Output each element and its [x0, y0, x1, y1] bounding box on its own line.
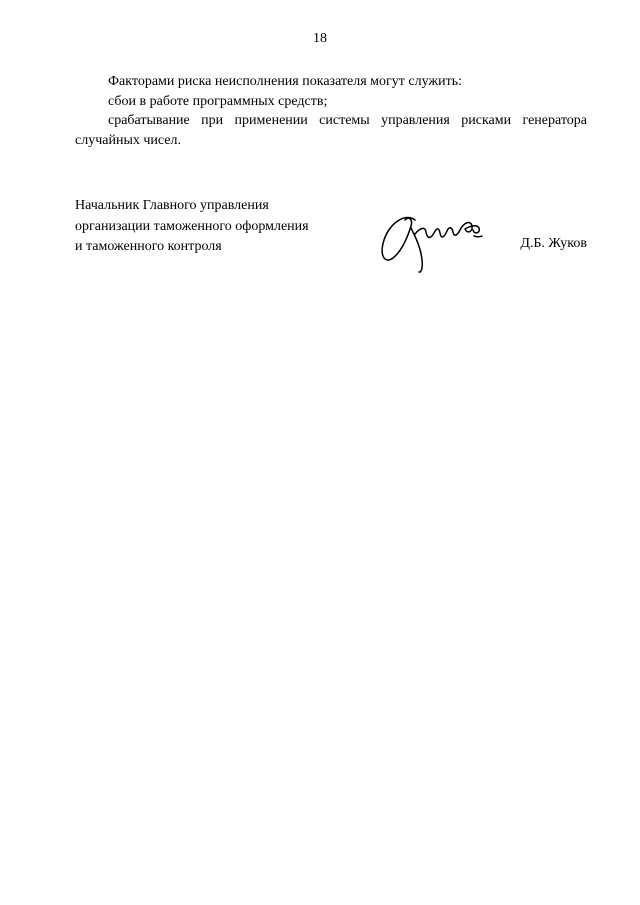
position-title — [75, 196, 309, 258]
position-title-line: и таможенного контроля — [75, 239, 222, 254]
paragraph-risk-factors: Факторами риска неисполнения показателя могут служить: — [108, 74, 462, 89]
paragraph-random-generator: срабатывание при применении системы управления рисками генератора случайных чисел. — [75, 113, 587, 148]
page-number: 18 — [313, 31, 327, 46]
body-text — [75, 72, 587, 150]
position-title-line: Начальник Главного управления — [75, 198, 269, 213]
handwritten-signature — [375, 206, 500, 276]
paragraph-software-failures: сбои в работе программных средств; — [108, 93, 328, 109]
position-title-line: организации таможенного оформления — [75, 218, 309, 234]
signature-block — [75, 196, 587, 276]
signatory-name: Д.Б. Жуков — [520, 236, 587, 251]
